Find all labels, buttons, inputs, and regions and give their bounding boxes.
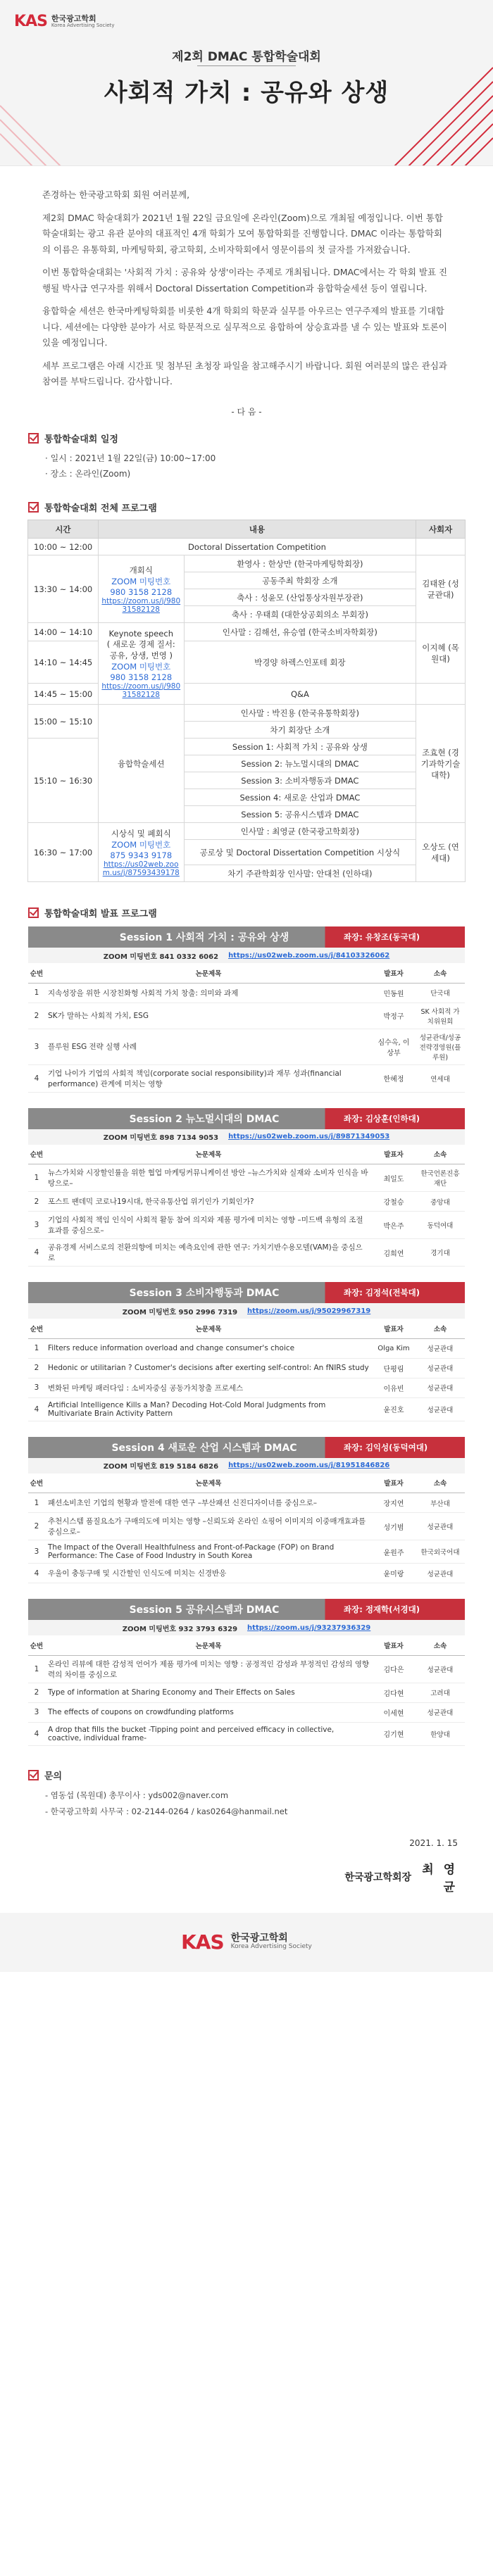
table-row	[28, 1212, 465, 1239]
footer-logo-name-kr: 한국광고학회	[230, 1932, 288, 1944]
session-table-header	[28, 1474, 465, 1493]
program-content: Session 4: 새로운 산업과 DMAC	[184, 789, 416, 806]
paper-title: 변화된 마케팅 패러다임 : 소비자중심 공동가치창출 프로세스	[45, 1378, 372, 1397]
footer-logo	[0, 1913, 493, 1972]
table-row	[28, 1239, 465, 1267]
program-time: 15:10 ~ 16:30	[28, 739, 99, 823]
program-content: 인사말 : 최영균 (한국광고학회장)	[184, 823, 416, 840]
paper-title: 패션소비초인 기업의 현황과 발전에 대한 연구 –부산패션 신진디자이너를 중심으로–	[45, 1493, 372, 1513]
table-row	[28, 1164, 465, 1192]
col-no: 순번	[28, 963, 45, 983]
program-content: 환영사 : 한상만 (한국마케팅학회장)	[184, 555, 416, 572]
paper-org: SK 사회적 가치위원회	[416, 1003, 465, 1029]
session-block	[28, 926, 465, 1093]
session-chair: 좌장: 김익성(동덕여대)	[344, 1442, 428, 1452]
paper-org: 단국대	[416, 983, 465, 1003]
paper-org: 부산대	[416, 1493, 465, 1513]
paper-no: 2	[28, 1003, 45, 1029]
paper-title: The effects of coupons on crowdfunding platforms	[45, 1702, 372, 1722]
session-title: Session 5 공유시스템과 DMAC	[129, 1604, 280, 1616]
presentations-heading-text: 통합학술대회 발표 프로그램	[44, 909, 157, 920]
zoom-id: 950 2996 7319	[178, 1308, 238, 1317]
paper-org: 한국외국어대	[416, 1540, 465, 1564]
paper-author: 김다은	[372, 1655, 416, 1683]
paper-no: 2	[28, 1358, 45, 1378]
paper-title: Hedonic or utilitarian ? Customer's decisions after exerting self-control: An fNIRS study	[45, 1358, 372, 1378]
table-row	[28, 1358, 465, 1378]
program-content: Session 1: 사회적 가치 : 공유와 상생	[184, 739, 416, 755]
paper-author: 단평림	[372, 1358, 416, 1378]
paper-title: 기업 나이가 기업의 사회적 책임(corporate social responsibility)과 재무 성과(financial performance) 관계에 미치는 영향	[45, 1064, 372, 1092]
table-row	[28, 1722, 465, 1745]
session-table	[28, 1474, 465, 1584]
session-zoom-bar	[28, 1303, 465, 1319]
paper-title: 지속성장을 위한 시장친화형 사회적 가치 창출: 의미와 과제	[45, 983, 372, 1003]
paper-author: 김희연	[372, 1239, 416, 1267]
table-row	[28, 1513, 465, 1540]
paper-org: 동덕여대	[416, 1212, 465, 1239]
session-table-header	[28, 1319, 465, 1338]
zoom-id: 819 5184 6826	[159, 1463, 219, 1471]
paper-org: 성균관대	[416, 1655, 465, 1683]
zoom-id: 932 3793 6329	[178, 1625, 238, 1633]
paper-no: 2	[28, 1513, 45, 1540]
paper-author: 심수옥, 이상부	[372, 1029, 416, 1064]
session-table	[28, 1319, 465, 1421]
session-zoom-bar	[28, 1620, 465, 1635]
session-block	[28, 1282, 465, 1421]
program-row	[28, 539, 466, 555]
col-org: 소속	[416, 1635, 465, 1655]
session-zoom-bar	[28, 948, 465, 963]
zoom-label: ZOOM 미팅번호	[103, 953, 158, 961]
paper-author: 한혜정	[372, 1064, 416, 1092]
session-title: Session 2 뉴노멀시대의 DMAC	[129, 1113, 280, 1125]
col-content: 내용	[98, 520, 416, 539]
session-zoom-bar	[28, 1458, 465, 1474]
paper-no: 1	[28, 1655, 45, 1683]
opening-ceremony-title: 개회식	[129, 565, 153, 575]
paper-no: 3	[28, 1378, 45, 1397]
session-chair: 좌장: 유창조(동국대)	[344, 932, 420, 943]
paper-author: 장지연	[372, 1493, 416, 1513]
program-content: 차기 주관학회장 인사말: 안대천 (인하대)	[184, 865, 416, 882]
program-time: 14:10 ~ 14:45	[28, 641, 99, 684]
col-no: 순번	[28, 1319, 45, 1338]
header-banner	[0, 0, 493, 166]
paper-no: 1	[28, 1164, 45, 1192]
zoom-link[interactable]: https://zoom.us/j/98031582128	[101, 596, 181, 614]
paper-no: 4	[28, 1564, 45, 1583]
program-content: 축사 : 우태희 (대한상공회의소 부회장)	[184, 606, 416, 623]
session-table-header	[28, 963, 465, 983]
table-row	[28, 983, 465, 1003]
program-content: 축사 : 성윤모 (산업통상자원부장관)	[184, 589, 416, 606]
session-table-header	[28, 1145, 465, 1164]
keynote-cell	[98, 623, 184, 705]
session-block	[28, 1108, 465, 1267]
paper-org: 성균관대/성공 전략경영원(플루원)	[416, 1029, 465, 1064]
zoom-link[interactable]: https://us02web.zoom.us/j/89871349053	[228, 1133, 390, 1141]
signer-title: 한국광고학회장	[344, 1871, 411, 1883]
program-row	[28, 555, 466, 572]
signer-name: 최 영 균	[422, 1862, 458, 1895]
program-heading-text: 통합학술대회 전체 프로그램	[44, 503, 157, 515]
paper-title: Filters reduce information overload and change consumer's choice	[45, 1338, 372, 1358]
zoom-link[interactable]: https://us02web.zoom.us/j/84103326062	[228, 951, 390, 960]
program-row	[28, 739, 466, 755]
col-no: 순번	[28, 1635, 45, 1655]
zoom-label: ZOOM 미팅번호	[122, 1308, 177, 1317]
paper-title: 뉴스가치와 시장할인률을 위한 협업 마케팅커뮤니케이션 방안 –뉴스가치와 실재와 소비자 인식을 바탕으로–	[45, 1164, 372, 1192]
paper-no: 4	[28, 1397, 45, 1421]
table-row	[28, 1378, 465, 1397]
contact-heading	[28, 1768, 493, 1782]
paper-title: 추천시스템 품질요소가 구매의도에 미치는 영향 –신뢰도와 온라인 쇼핑어 이미지의 이중매개효과를 중심으로–	[45, 1513, 372, 1540]
col-no: 순번	[28, 1145, 45, 1164]
paper-author: 최일도	[372, 1164, 416, 1192]
col-org: 소속	[416, 1145, 465, 1164]
paper-org: 성균관대	[416, 1358, 465, 1378]
session-chair: 좌장: 정재학(서경대)	[344, 1604, 420, 1615]
paper-author: 박정구	[372, 1003, 416, 1029]
zoom-link[interactable]: https://zoom.us/j/95029967319	[247, 1307, 371, 1315]
session-table	[28, 1635, 465, 1746]
program-time: 13:30 ~ 14:00	[28, 555, 99, 623]
paper-no: 4	[28, 1064, 45, 1092]
paper-author: 이세현	[372, 1702, 416, 1722]
paper-org: 성균관대	[416, 1702, 465, 1722]
col-author: 발표자	[372, 1474, 416, 1493]
paper-no: 3	[28, 1212, 45, 1239]
session-block	[28, 1437, 465, 1584]
paper-no: 1	[28, 1338, 45, 1358]
col-author: 발표자	[372, 1635, 416, 1655]
program-content: 차기 회장단 소개	[184, 722, 416, 739]
joint-session-title: 융합학술세션	[98, 705, 184, 823]
event-title: 사회적 가치 : 공유와 상생	[104, 79, 389, 107]
program-time: 15:00 ~ 15:10	[28, 705, 99, 739]
closing-ceremony-cell	[98, 823, 184, 882]
paper-title: 플루원 ESG 전략 실행 사례	[45, 1029, 372, 1064]
paper-title: 포스트 팬데믹 코로나19시대, 한국유통산업 위기인가 기회인가?	[45, 1192, 372, 1212]
table-row	[28, 1683, 465, 1702]
closing-ceremony-title: 시상식 및 폐회식	[111, 828, 171, 838]
session-title-bar	[28, 1599, 465, 1620]
zoom-label: ZOOM 미팅번호	[122, 1625, 177, 1633]
paper-org: 고려대	[416, 1683, 465, 1702]
zoom-link[interactable]: https://us02web.zoom.us/j/87593439178	[102, 860, 180, 877]
signature	[0, 1859, 493, 1895]
session-title-bar	[28, 926, 465, 948]
session-title: Session 4 새로운 산업 시스템과 DMAC	[111, 1442, 297, 1454]
footer-logo-name-en: Korea Advertising Society	[230, 1943, 312, 1951]
paper-no: 2	[28, 1192, 45, 1212]
col-title: 논문제목	[45, 1319, 372, 1338]
program-content: 인사말 : 김해선, 유승엽 (한국소비자학회장)	[184, 623, 416, 641]
paper-org: 성균관대	[416, 1397, 465, 1421]
table-row	[28, 1064, 465, 1092]
intro-greeting: 존경하는 한국광고학회 회원 여러분께,	[42, 189, 190, 200]
zoom-label: ZOOM 미팅번호	[103, 1463, 158, 1471]
col-author: 발표자	[372, 1319, 416, 1338]
paper-no: 3	[28, 1540, 45, 1564]
zoom-link[interactable]: https://zoom.us/j/93237936329	[247, 1623, 371, 1632]
zoom-id: 980 3158 2128	[110, 672, 173, 682]
paper-org: 중앙대	[416, 1192, 465, 1212]
intro-paragraph-4: 세부 프로그램은 아래 시간표 및 첨부된 초청장 파일을 참고해주시기 바랍니다. 회원 여러분의 많은 관심과 참여를 부탁드립니다. 감사합니다.	[42, 360, 447, 387]
paper-author: 김다현	[372, 1683, 416, 1702]
zoom-label: ZOOM 미팅번호	[111, 576, 171, 586]
table-row	[28, 1702, 465, 1722]
footer-logo-mark: KAS	[181, 1930, 224, 1954]
keynote-sub: ( 새로운 경제 질서:	[106, 639, 175, 649]
paper-org: 한국언론진흥재단	[416, 1164, 465, 1192]
col-title: 논문제목	[45, 963, 372, 983]
contact-details	[45, 1788, 493, 1820]
col-no: 순번	[28, 1474, 45, 1493]
intro-paragraph-1: 제2회 DMAC 학술대회가 2021년 1월 22일 금요일에 온라인(Zoom)으로 개최될 예정입니다. 이번 통합학술대회는 광고 유관 분야의 대표적인 4개 학회가 모여 통합학회를 진행합니다. DMAC 이라는 통합학회의 이름은 유통학회, 마케팅학회, 광고학회, 소비자학회에서 영문이름의 첫 글자를 가져왔습니다.	[42, 212, 443, 255]
paper-no: 3	[28, 1029, 45, 1064]
program-host: 김태완 (성균관대)	[416, 555, 466, 623]
table-row	[28, 1338, 465, 1358]
schedule-heading-text: 통합학술대회 일정	[44, 434, 118, 445]
program-host: 이지혜 (목원대)	[416, 623, 466, 684]
paper-no: 1	[28, 1493, 45, 1513]
paper-author: Olga Kim	[372, 1338, 416, 1358]
paper-title: The Impact of the Overall Healthfulness and Front-of-Package (FOP) on Brand Performance: The Case of Food Industry in South Korea	[45, 1540, 372, 1564]
program-content: Session 3: 소비자행동과 DMAC	[184, 772, 416, 789]
opening-ceremony-cell	[98, 555, 184, 623]
program-row	[28, 823, 466, 840]
session-title-bar	[28, 1437, 465, 1458]
paper-no: 2	[28, 1683, 45, 1702]
checkbox-icon	[28, 1770, 39, 1780]
program-header-row	[28, 520, 466, 539]
paper-org: 성균관대	[416, 1378, 465, 1397]
paper-no: 1	[28, 983, 45, 1003]
col-org: 소속	[416, 1474, 465, 1493]
paper-author: 강철승	[372, 1192, 416, 1212]
paper-author: 윤미랑	[372, 1564, 416, 1583]
paper-org: 성균관대	[416, 1564, 465, 1583]
presentations-heading	[28, 906, 493, 919]
paper-title: 공유경제 서비스로의 전환의향에 미치는 예측요인에 관한 연구: 가치기반수용모델(VAM)을 중심으로	[45, 1239, 372, 1267]
logo-mark: KAS	[14, 13, 47, 30]
session-title-bar	[28, 1108, 465, 1129]
zoom-label: ZOOM 미팅번호	[111, 839, 171, 850]
program-host-empty	[416, 684, 466, 705]
program-host: 오상도 (연세대)	[416, 823, 466, 882]
table-row	[28, 1003, 465, 1029]
checkbox-icon	[28, 502, 39, 513]
table-row	[28, 1192, 465, 1212]
paper-title: 기업의 사회적 책임 인식이 사회적 활동 참여 의지와 제품 평가에 미치는 영향 –미드백 유형의 조절효과를 중심으로–	[45, 1212, 372, 1239]
zoom-id: 875 9343 9178	[110, 850, 173, 860]
col-org: 소속	[416, 1319, 465, 1338]
logo-name-kr: 한국광고학회	[51, 13, 96, 23]
col-title: 논문제목	[45, 1474, 372, 1493]
paper-no: 4	[28, 1722, 45, 1745]
session-table-header	[28, 1635, 465, 1655]
zoom-id: 841 0332 6062	[159, 953, 219, 961]
schedule-details	[45, 451, 493, 483]
col-time: 시간	[28, 520, 99, 539]
intro-letter	[0, 166, 493, 390]
paper-author: 김기현	[372, 1722, 416, 1745]
zoom-id: 898 7134 9053	[159, 1134, 219, 1143]
table-row	[28, 1493, 465, 1513]
paper-title: Artificial Intelligence Kills a Man? Decoding Hot-Cold Moral Judgments from Multivariate Brain Activity Pattern	[45, 1397, 372, 1421]
event-subtitle: 제2회 DMAC 통합학술대회	[172, 50, 321, 64]
program-row	[28, 641, 466, 684]
paper-no: 3	[28, 1702, 45, 1722]
program-row	[28, 705, 466, 722]
paper-org: 성균관대	[416, 1513, 465, 1540]
schedule-date: · 일시 : 2021년 1월 22일(금) 10:00~17:00	[45, 453, 216, 463]
session-title: Session 1 사회적 가치 : 공유와 상생	[119, 932, 289, 944]
program-content: 공로상 및 Doctoral Dissertation Competition 시상식	[184, 840, 416, 865]
schedule-place: · 장소 : 온라인(Zoom)	[45, 469, 131, 479]
issue-date: 2021. 1. 15	[409, 1837, 458, 1848]
paper-author: 박은주	[372, 1212, 416, 1239]
checkbox-icon	[28, 907, 39, 918]
col-author: 발표자	[372, 1145, 416, 1164]
contact-line-1: - 염동섭 (목원대) 총무이사 : yds002@naver.com	[45, 1790, 229, 1800]
program-table	[27, 520, 466, 882]
paper-title: SK가 말하는 사회적 가치, ESG	[45, 1003, 372, 1029]
program-content: 박경양 하렉스인포테 회장	[184, 641, 416, 684]
session-table	[28, 963, 465, 1093]
program-content: Session 2: 뉴노멀시대의 DMAC	[184, 755, 416, 772]
paper-author: 윤진호	[372, 1397, 416, 1421]
zoom-link[interactable]: https://us02web.zoom.us/j/81951846826	[228, 1462, 390, 1470]
session-title-bar	[28, 1282, 465, 1303]
paper-author: 성기범	[372, 1513, 416, 1540]
session-zoom-bar	[28, 1129, 465, 1145]
title-divider	[197, 65, 296, 66]
program-content: 공동주최 학회장 소개	[184, 572, 416, 589]
paper-title: A drop that fills the bucket -Tipping point and perceived efficacy in collective, coactive, individual frame-	[45, 1722, 372, 1745]
contact-line-2: - 한국광고학회 사무국 : 02-2144-0264 / kas0264@hanmail.net	[45, 1806, 288, 1816]
contact-heading-text: 문의	[44, 1771, 63, 1782]
checkbox-icon	[28, 433, 39, 444]
paper-org: 한양대	[416, 1722, 465, 1745]
session-chair: 좌장: 김정석(전북대)	[344, 1288, 420, 1298]
paper-org: 경기대	[416, 1239, 465, 1267]
paper-author: 윤원주	[372, 1540, 416, 1564]
intro-paragraph-3: 융합학술 세션은 한국마케팅학회를 비롯한 4개 학회의 학문과 실무를 아우르는 연구주제의 발표를 기대합니다. 세션에는 다양한 분야가 서로 학문적으로 실무적으로 융합하여 상승효과를 낼 수 있는 발표와 토론이 있을 예정입니다.	[42, 306, 447, 348]
paper-title: 온라인 리뷰에 대한 감성적 언어가 제품 평가에 미치는 영향 : 공정적인 감성과 부정적인 감성의 영향력의 차이를 중심으로	[45, 1655, 372, 1683]
logo-name-en: Korea Advertising Society	[51, 22, 115, 28]
paper-org: 성균관대	[416, 1338, 465, 1358]
section-divider: - 다 음 -	[231, 406, 262, 417]
program-content: 인사말 : 박진용 (한국유통학회장)	[184, 705, 416, 722]
session-table	[28, 1145, 465, 1267]
table-row	[28, 1540, 465, 1564]
table-row	[28, 1564, 465, 1583]
col-title: 논문제목	[45, 1635, 372, 1655]
paper-org: 연세대	[416, 1064, 465, 1092]
program-content: Q&A	[184, 684, 416, 705]
intro-paragraph-2: 이번 통합학술대회는 '사회적 가치 : 공유와 상생'이라는 주제로 개최됩니다. DMAC에서는 각 학회 발표 진행될 박사급 연구자를 위해서 Doctoral Dissertation Competition과 융합학술세션 등이 열립니다.	[42, 267, 448, 294]
col-org: 소속	[416, 963, 465, 983]
schedule-heading	[28, 432, 493, 445]
table-row	[28, 1029, 465, 1064]
table-row	[28, 1397, 465, 1421]
session-chair: 좌장: 김상훈(인하대)	[344, 1113, 420, 1124]
zoom-label: ZOOM 미팅번호	[103, 1134, 158, 1143]
keynote-title: Keynote speech	[108, 628, 173, 639]
paper-title: 우울이 충동구매 및 시간할인 인식도에 미치는 신경반응	[45, 1564, 372, 1583]
program-content: Doctoral Dissertation Competition	[98, 539, 416, 555]
zoom-link[interactable]: https://zoom.us/j/98031582128	[101, 681, 181, 699]
zoom-id: 980 3158 2128	[110, 586, 173, 597]
program-host: 조효현 (경기과학기술대학)	[416, 705, 466, 823]
col-host: 사회자	[416, 520, 466, 539]
program-heading	[28, 501, 493, 514]
paper-no: 4	[28, 1239, 45, 1267]
keynote-sub: 공유, 상생, 번영 )	[109, 650, 173, 660]
program-row	[28, 684, 466, 705]
session-title: Session 3 소비자행동과 DMAC	[129, 1288, 280, 1300]
paper-title: Type of information at Sharing Economy and Their Effects on Sales	[45, 1683, 372, 1702]
program-host-empty	[416, 539, 466, 555]
paper-author: 이유빈	[372, 1378, 416, 1397]
sessions-list	[0, 926, 493, 1746]
program-content: Session 5: 공유시스템과 DMAC	[184, 806, 416, 823]
paper-author: 민동원	[372, 983, 416, 1003]
program-time: 14:00 ~ 14:10	[28, 623, 99, 641]
session-block	[28, 1599, 465, 1746]
zoom-label: ZOOM 미팅번호	[111, 661, 171, 672]
table-row	[28, 1655, 465, 1683]
col-author: 발표자	[372, 963, 416, 983]
program-time: 16:30 ~ 17:00	[28, 823, 99, 882]
col-title: 논문제목	[45, 1145, 372, 1164]
program-row	[28, 623, 466, 641]
program-time: 10:00 ~ 12:00	[28, 539, 99, 555]
program-time: 14:45 ~ 15:00	[28, 684, 99, 705]
